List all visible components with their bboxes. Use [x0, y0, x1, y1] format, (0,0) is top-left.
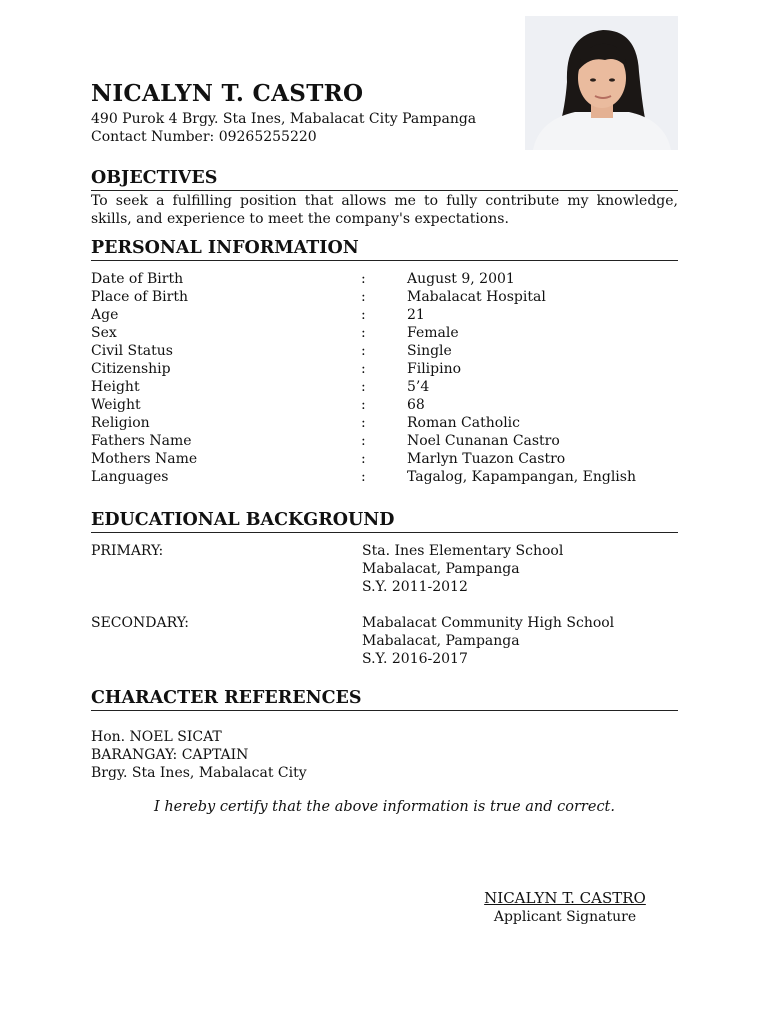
signature-name: NICALYN T. CASTRO [484, 889, 646, 907]
info-row [91, 432, 678, 450]
info-row [91, 324, 678, 342]
applicant-photo [525, 16, 678, 150]
info-label: Sex [91, 325, 117, 341]
info-row [91, 414, 678, 432]
personal-info-heading: PERSONAL INFORMATION [91, 237, 678, 261]
person-photo-icon [525, 16, 678, 150]
info-value: Noel Cunanan Castro [407, 433, 560, 449]
primary-school-year: S.Y. 2011-2012 [362, 579, 468, 595]
info-value: 5’4 [407, 379, 430, 395]
info-label: Mothers Name [91, 451, 198, 467]
info-label: Civil Status [91, 343, 173, 359]
info-value: 21 [407, 307, 425, 323]
education-heading: EDUCATIONAL BACKGROUND [91, 509, 678, 533]
info-row [91, 342, 678, 360]
education-level-secondary: SECONDARY: [91, 615, 189, 631]
address-line: 490 Purok 4 Brgy. Sta Ines, Mabalacat City Pampanga [91, 111, 477, 127]
info-label: Religion [91, 415, 150, 431]
info-row [91, 468, 678, 486]
objectives-text: To seek a fulfilling position that allows me to fully contribute my knowledge, skills, and experience to meet the company's expectations. [91, 193, 678, 227]
info-label: Age [91, 307, 119, 323]
info-value: 68 [407, 397, 425, 413]
info-label: Place of Birth [91, 289, 188, 305]
info-separator: : [361, 451, 366, 467]
secondary-school-year: S.Y. 2016-2017 [362, 651, 468, 667]
info-separator: : [361, 433, 366, 449]
info-separator: : [361, 271, 366, 287]
reference-address: Brgy. Sta Ines, Mabalacat City [91, 765, 307, 781]
info-row [91, 288, 678, 306]
info-label: Height [91, 379, 140, 395]
info-value: Marlyn Tuazon Castro [407, 451, 566, 467]
info-separator: : [361, 397, 366, 413]
info-value: Mabalacat Hospital [407, 289, 546, 305]
applicant-name: NICALYN T. CASTRO [91, 80, 364, 107]
references-heading: CHARACTER REFERENCES [91, 687, 678, 711]
info-separator: : [361, 379, 366, 395]
info-separator: : [361, 325, 366, 341]
info-value: Roman Catholic [407, 415, 520, 431]
info-separator: : [361, 415, 366, 431]
info-row [91, 450, 678, 468]
info-value: Single [407, 343, 452, 359]
info-value: August 9, 2001 [407, 271, 515, 287]
info-row [91, 360, 678, 378]
secondary-school-location: Mabalacat, Pampanga [362, 633, 520, 649]
info-separator: : [361, 361, 366, 377]
primary-school-name: Sta. Ines Elementary School [362, 543, 564, 559]
education-level-primary: PRIMARY: [91, 543, 164, 559]
info-label: Languages [91, 469, 169, 485]
secondary-school-name: Mabalacat Community High School [362, 615, 615, 631]
info-label: Date of Birth [91, 271, 184, 287]
info-row [91, 396, 678, 414]
info-row [91, 270, 678, 288]
info-row [91, 306, 678, 324]
info-row [91, 378, 678, 396]
reference-position: BARANGAY: CAPTAIN [91, 747, 249, 763]
certification-statement: I hereby certify that the above information is true and correct. [154, 799, 615, 815]
contact-number: Contact Number: 09265255220 [91, 129, 317, 145]
info-separator: : [361, 469, 366, 485]
info-label: Fathers Name [91, 433, 192, 449]
signature-label: Applicant Signature [493, 909, 637, 925]
info-label: Weight [91, 397, 141, 413]
info-separator: : [361, 307, 366, 323]
info-separator: : [361, 343, 366, 359]
objectives-heading: OBJECTIVES [91, 167, 678, 191]
reference-name: Hon. NOEL SICAT [91, 729, 222, 745]
primary-school-location: Mabalacat, Pampanga [362, 561, 520, 577]
info-value: Tagalog, Kapampangan, English [407, 469, 636, 485]
info-label: Citizenship [91, 361, 171, 377]
info-value: Female [407, 325, 459, 341]
info-separator: : [361, 289, 366, 305]
info-value: Filipino [407, 361, 462, 377]
